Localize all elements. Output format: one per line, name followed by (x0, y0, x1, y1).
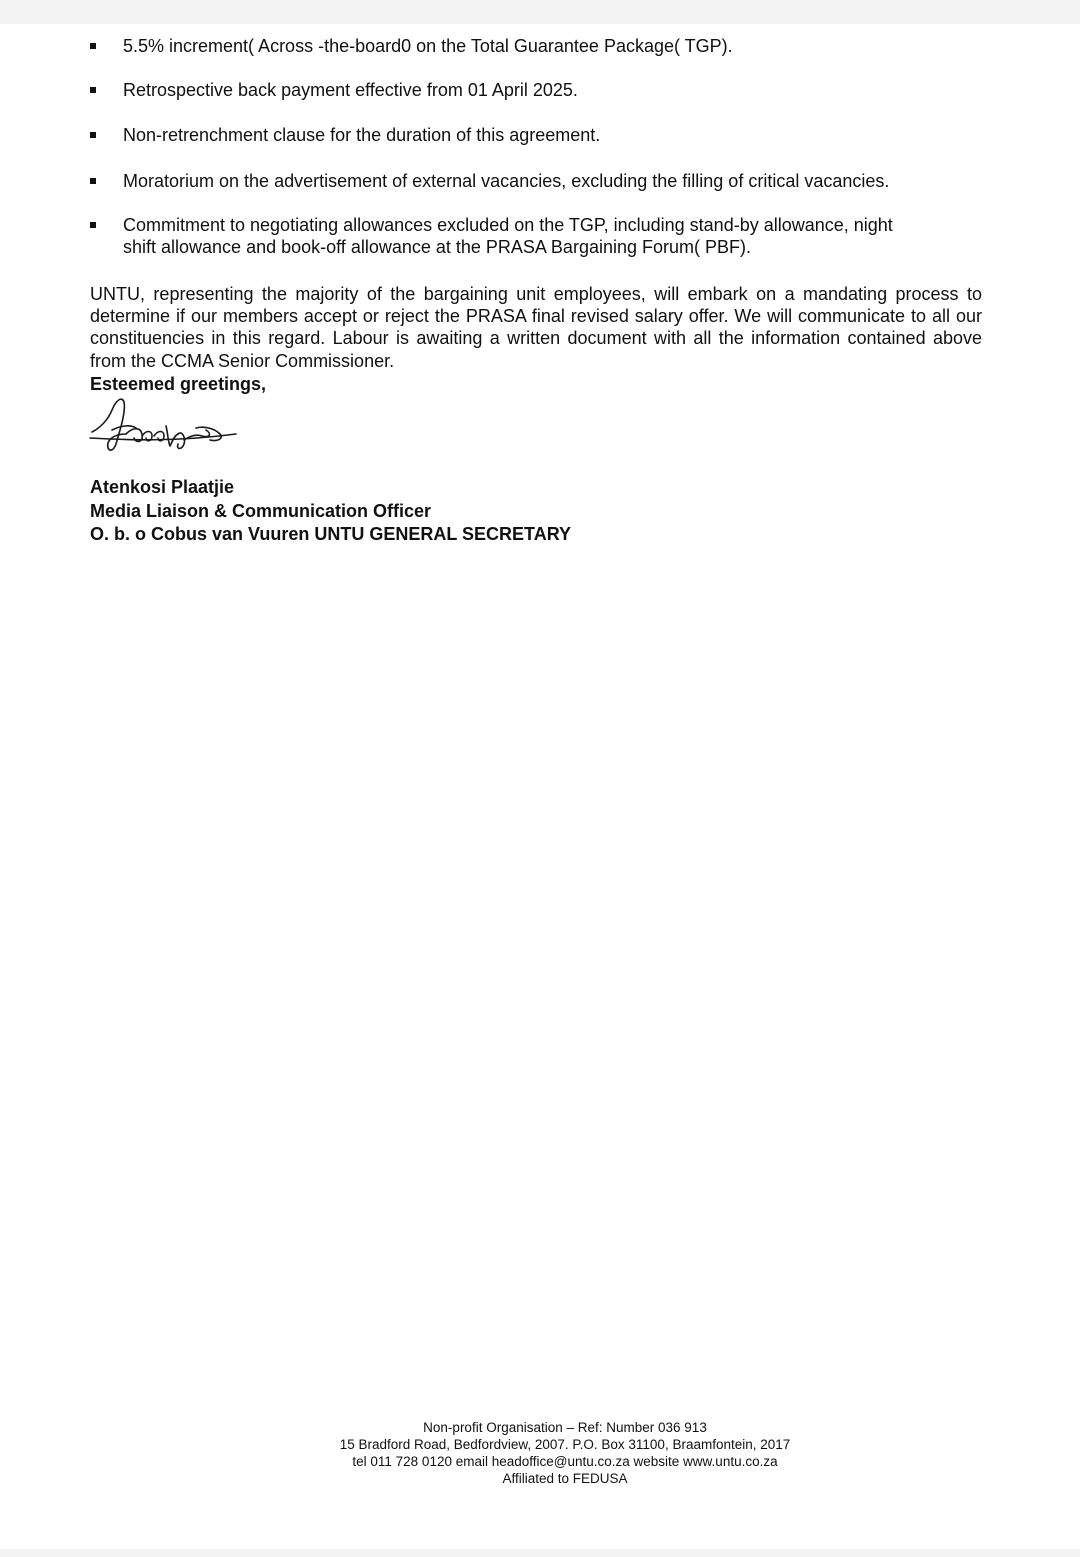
signatory-name: Atenkosi Plaatjie (90, 477, 235, 497)
bullet-text: 5.5% increment( Across -the-board0 on the Total Guarantee Package( TGP). (123, 36, 733, 56)
bullet-square-icon (90, 178, 96, 184)
bullet-text: Commitment to negotiating allowances excluded on the TGP, including stand-by allowance, night shift allowance and book-off allowance at the PRASA Bargaining Forum( PBF). (123, 215, 893, 257)
bullet-text: Moratorium on the advertisement of external vacancies, excluding the filling of critical vacancies. (123, 171, 890, 191)
letterhead-footer (0, 1419, 1080, 1487)
footer-affiliation: Affiliated to FEDUSA (502, 1471, 628, 1486)
closing-greeting: Esteemed greetings, (90, 374, 267, 394)
footer-registration: Non-profit Organisation – Ref: Number 036 913 (423, 1420, 707, 1435)
bullet-square-icon (90, 132, 96, 138)
document-page (0, 24, 1080, 1549)
signatory-on-behalf: O. b. o Cobus van Vuuren UNTU GENERAL SECRETARY (90, 524, 572, 544)
footer-address: 15 Bradford Road, Bedfordview, 2007. P.O. Box 31100, Braamfontein, 2017 (339, 1437, 791, 1452)
signatory-title: Media Liaison & Communication Officer (90, 500, 432, 521)
footer-contact: tel 011 728 0120 email headoffice@untu.co.za website www.untu.co.za (352, 1454, 778, 1469)
body-paragraph: UNTU, representing the majority of the bargaining unit employees, will embark on a mandating process to determine if our members accept or reject the PRASA final revised salary offer. We will communicate to all our constituencies in this regard. Labour is awaiting a written document with all the information contained above from the CCMA Senior Commissioner. (90, 284, 982, 371)
bullet-text: Retrospective back payment effective from 01 April 2025. (123, 80, 578, 100)
bullet-square-icon (90, 87, 96, 93)
bullet-square-icon (90, 222, 96, 228)
bullet-text: Non-retrenchment clause for the duration of this agreement. (123, 125, 601, 145)
bullet-square-icon (90, 43, 96, 49)
signatory-block (90, 476, 571, 547)
handwritten-signature-icon (86, 390, 246, 460)
